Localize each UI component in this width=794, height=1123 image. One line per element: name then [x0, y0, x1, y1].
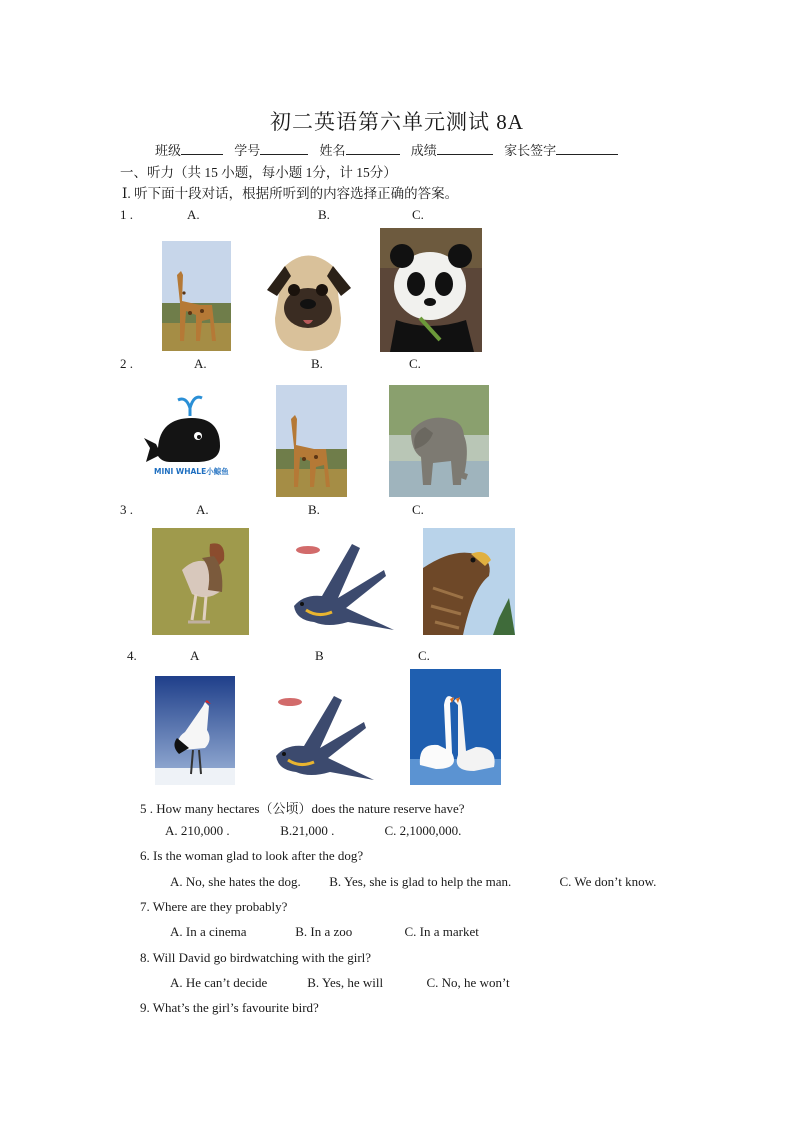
option-b[interactable]: B. Yes, he will	[307, 975, 384, 990]
option-label-b: B.	[311, 356, 323, 371]
option-label-b: B.	[318, 207, 330, 222]
vulture-bird-image	[152, 528, 249, 635]
question-number: 4.	[127, 648, 137, 663]
id-blank[interactable]	[260, 141, 308, 155]
question-8-options	[170, 975, 510, 991]
option-b[interactable]: B. In a zoo	[295, 924, 353, 939]
whale-logo-image	[140, 390, 235, 482]
parent-signature-blank[interactable]	[556, 141, 618, 155]
option-b[interactable]: B.21,000 .	[280, 823, 335, 838]
option-c[interactable]: C. We don’t know.	[559, 874, 657, 889]
option-label-c: C.	[409, 356, 421, 371]
score-blank[interactable]	[437, 141, 493, 155]
question-number: 1 .	[120, 207, 133, 222]
option-label-a: A.	[187, 207, 200, 222]
option-label-c: C.	[412, 502, 424, 517]
section-heading-listening: 一、听力（共 15 小题，每小题 1分，计 15分）	[120, 165, 397, 180]
option-label-a: A	[190, 648, 200, 663]
score-label: 成绩	[410, 143, 437, 158]
student-info-line	[155, 140, 618, 159]
option-c[interactable]: C. In a market	[404, 924, 479, 939]
question-7-options	[170, 924, 479, 940]
option-label-b: B.	[308, 502, 320, 517]
eagle-image	[423, 528, 515, 635]
question-5-options	[165, 823, 461, 839]
elephant-image	[389, 385, 489, 497]
name-blank[interactable]	[346, 141, 400, 155]
option-a[interactable]: A. No, she hates the dog.	[170, 874, 301, 889]
pug-dog-image	[263, 238, 353, 351]
option-a[interactable]: A. 210,000 .	[165, 823, 230, 838]
question-8: 8. Will David go birdwatching with the girl?	[140, 950, 372, 965]
swallow-image	[270, 692, 378, 785]
option-label-c: C.	[412, 207, 424, 222]
option-c[interactable]: C. 2,1000,000.	[384, 823, 462, 838]
whale-logo-text: MINI WHALE小鲸鱼	[154, 467, 229, 476]
question-5: 5 . How many hectares（公顷）does the nature reserve have?	[140, 801, 465, 816]
question-6-options	[170, 874, 656, 890]
question-9: 9. What’s the girl’s favourite bird?	[140, 1000, 319, 1015]
class-label: 班级	[155, 143, 182, 158]
id-label: 学号	[234, 143, 261, 158]
crane-bird-image	[155, 676, 235, 785]
option-label-a: A.	[196, 502, 209, 517]
option-c[interactable]: C. No, he won’t	[426, 975, 510, 990]
option-label-c: C.	[418, 648, 430, 663]
parent-signature-label: 家长签字	[504, 143, 557, 158]
option-a[interactable]: A. He can’t decide	[170, 975, 268, 990]
name-label: 姓名	[319, 143, 346, 158]
option-label-a: A.	[194, 356, 207, 371]
giraffe-image	[162, 241, 231, 351]
option-b[interactable]: B. Yes, she is glad to help the man.	[329, 874, 512, 889]
question-number: 3 .	[120, 502, 133, 517]
option-label-b: B	[315, 648, 324, 663]
swans-image	[410, 669, 501, 785]
class-blank[interactable]	[181, 141, 223, 155]
swallow-image	[288, 540, 398, 635]
page-title: 初二英语第六单元测试 8A	[270, 110, 524, 134]
question-6: 6. Is the woman glad to look after the dog?	[140, 848, 364, 863]
option-a[interactable]: A. In a cinema	[170, 924, 247, 939]
question-7: 7. Where are they probably?	[140, 899, 288, 914]
giraffe-image	[276, 385, 347, 497]
part1-instruction: Ⅰ. 听下面十段对话，根据所听到的内容选择正确的答案。	[122, 186, 459, 201]
question-number: 2 .	[120, 356, 133, 371]
panda-image	[380, 228, 482, 352]
